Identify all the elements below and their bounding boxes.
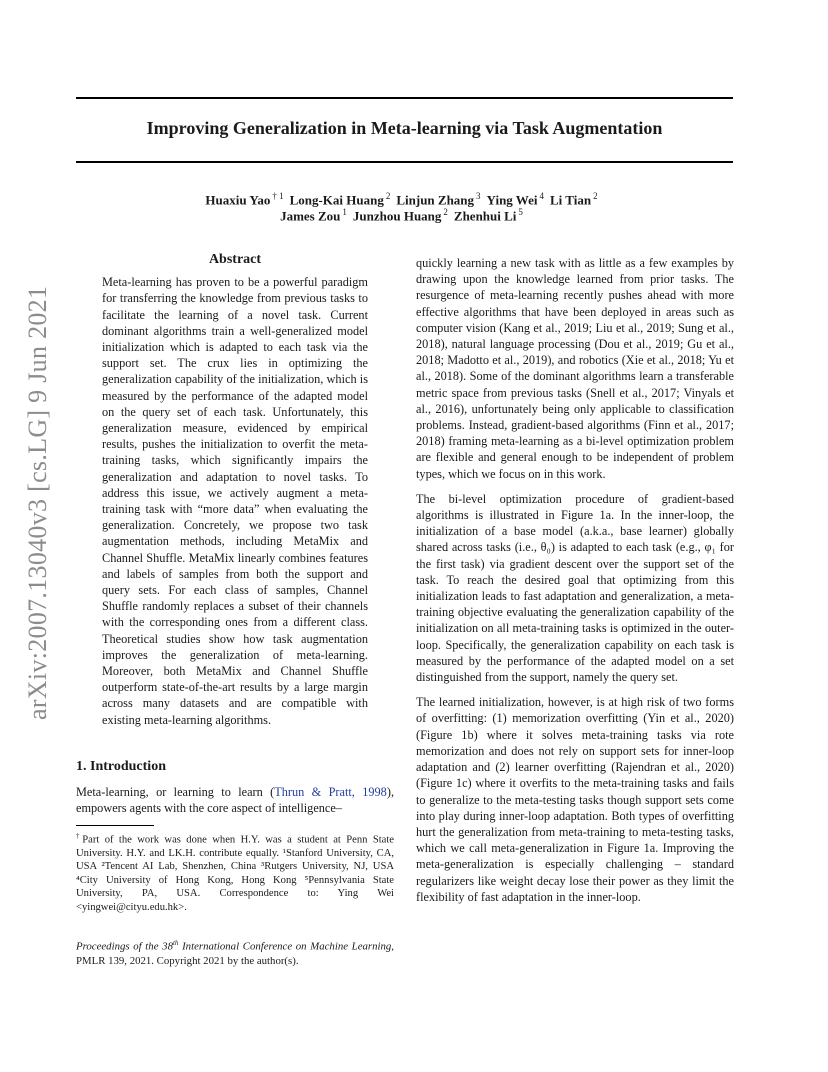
proceedings-notice [76,936,394,968]
body-paragraph-1: quickly learning a new task with as little as a few examples by drawing upon the knowledge learned from prior tasks. The resurgence of meta-learning recently pushes ahead with more effective algorithms that have been deployed in areas such as computer vision (Kang et al., 2019; Liu et al., 2019; Sung et al., 2018), natural language processing (Dou et al., 2019; Gu et al., 2018; Madotto et al., 2019), and robotics (Xie et al., 2018; Yu et al., 2018). Some of the dominant algorithms learn a transferable metric space from previous tasks (Snell et al., 2017; Vinyals et al., 2016), unfortunately being only applicable to classification problems. Instead, gradient-based algorithms (Finn et al., 2017; 2018) framing meta-learning as a bi-level optimization problem are flexible and general enough to be independent of problem types, which we focus on in this work. [416,256,734,481]
author-name: James Zou [280,208,341,224]
author-name: Huaxiu Yao [205,192,271,208]
proceedings-conference: International Conference on Machine Learning [178,940,392,953]
right-column [416,255,734,905]
citation-link[interactable]: Thrun & Pratt, 1998 [274,785,387,800]
paper-title: Improving Generalization in Meta-learning via Task Augmentation [146,118,663,138]
body-paragraph-2: The bi-level optimization procedure of gradient-based algorithms is illustrated in Figure 1a. In the inner-loop, the initialization of a base model (a.k.a., base learner) globally shared across tasks (i.e., θ₀) is adapted to each task (e.g., φ₁ for the first task) via gradient descent over the support set of the task. To reach the desired goal that optimizing from this initialization leads to fast adaptation and generalization, a meta-training objective evaluating the generalization capability of the initialization on all meta-training tasks is optimized in the outer-loop. Specifically, the generalization capability on each task is measured by the performance of the adapted model on a set distinguished from the support, namely the query set. [416,491,734,685]
author-affiliation-mark: † 1 [272,191,284,201]
proceedings-ordinal: th [172,939,179,948]
abstract-text: Meta-learning has proven to be a powerful paradigm for transferring the knowledge from previous tasks to facilitate the learning of a novel task. Current dominant algorithms train a well-generalized model initialization which is adapted to each task via the support set. The crux lies in optimizing the generalization capability of the initialization, which is measured by the performance of the adapted model on the query set of each task. Unfortunately, this generalization measure, evidenced by empirical results, pushes the initialization to overfit the meta-training tasks, which significantly impairs the generalization and adaptation to novel tasks. To address this issue, we actively augment a meta-training task with “more data” when evaluating the generalization. Concretely, we propose two task augmentation methods, including MetaMix and Channel Shuffle. MetaMix linearly combines features and labels of samples from both the support and query sets. For each class of samples, Channel Shuffle randomly replaces a subset of their channels with the corresponding ones from a different class. Theoretical studies show how task augmentation improves the generalization of meta-learning. Moreover, both MetaMix and Channel Shuffle outperform state-of-the-art results by a large margin across many datasets and are compatible with existing meta-learning algorithms. [102,275,368,727]
author-affiliation-mark: 1 [342,207,347,217]
proceedings-prefix: Proceedings of the 38 [76,940,173,953]
author-affiliation-mark: 2 [593,191,598,201]
author-affiliation-mark: 2 [443,207,448,217]
title-rule-bottom [76,161,733,163]
author-affiliation-mark: 2 [385,191,391,201]
arxiv-identifier-stamp: arXiv:2007.13040v3 [cs.LG] 9 Jun 2021 [23,285,52,720]
footnote-text: Part of the work was done when H.Y. was a student at Penn State University. H.Y. and LK.H. contribute equally. ¹Stanford University, CA, USA ²Tencent AI Lab, Shenzhen, China ³Rutgers University, NJ, USA ⁴City University of Hong Kong, Hong Kong ⁵Pennsylvania State University, PA, USA. Correspondence to: Ying Wei <yingwei@cityu.edu.hk>. [76,834,395,913]
introduction-paragraph [76,784,394,816]
author-affiliation-mark: 5 [518,207,523,217]
author-list-line-2 [76,207,733,224]
intro-text-end: ), empowers agents with the core aspect of intelligence– [76,785,395,816]
title-rule-top [76,97,733,99]
author-affiliation-mark: 4 [539,191,544,201]
footnote-rule [76,825,154,826]
left-column [76,252,394,968]
author-name: Linjun Zhang [396,192,475,208]
author-name: Zhenhui Li [453,208,517,224]
author-affiliation-mark: 3 [476,191,481,201]
affiliation-footnote [76,830,394,915]
section-heading-introduction: 1. Introduction [76,758,166,774]
intro-text-start: Meta-learning, or learning to learn ( [76,785,275,800]
abstract-heading: Abstract [208,252,262,267]
author-name: Long-Kai Huang [289,192,384,208]
author-name: Ying Wei [486,192,538,208]
author-list-line-1 [76,191,733,208]
body-paragraph-3: The learned initialization, however, is at high risk of two forms of overfitting: (1) memorization overfitting (Yin et al., 2020) (Figure 1b) where it solves meta-training tasks via rote memorization and does not rely on support sets for inner-loop adaptation and (2) learner overfitting (Rajendran et al., 2020) (Figure 1c) where it overfits to the meta-training tasks and fails to generalize to the meta-testing tasks though support sets come into play during inner-loop adaptation. Both types of overfitting hurt the generalization from meta-training to meta-testing tasks, which we call meta-generalization in Figure 1a. Improving the meta-generalization is especially challenging – standard regularizers like weight decay lose their power as they limit the flexibility of fast adaptation in the inner-loop. [416,695,734,904]
footnote-mark: † [76,831,83,840]
author-name: Li Tian [549,192,592,208]
proceedings-suffix: , PMLR 139, 2021. Copyright 2021 by the author(s). [76,940,394,967]
author-name: Junzhou Huang [352,208,442,224]
